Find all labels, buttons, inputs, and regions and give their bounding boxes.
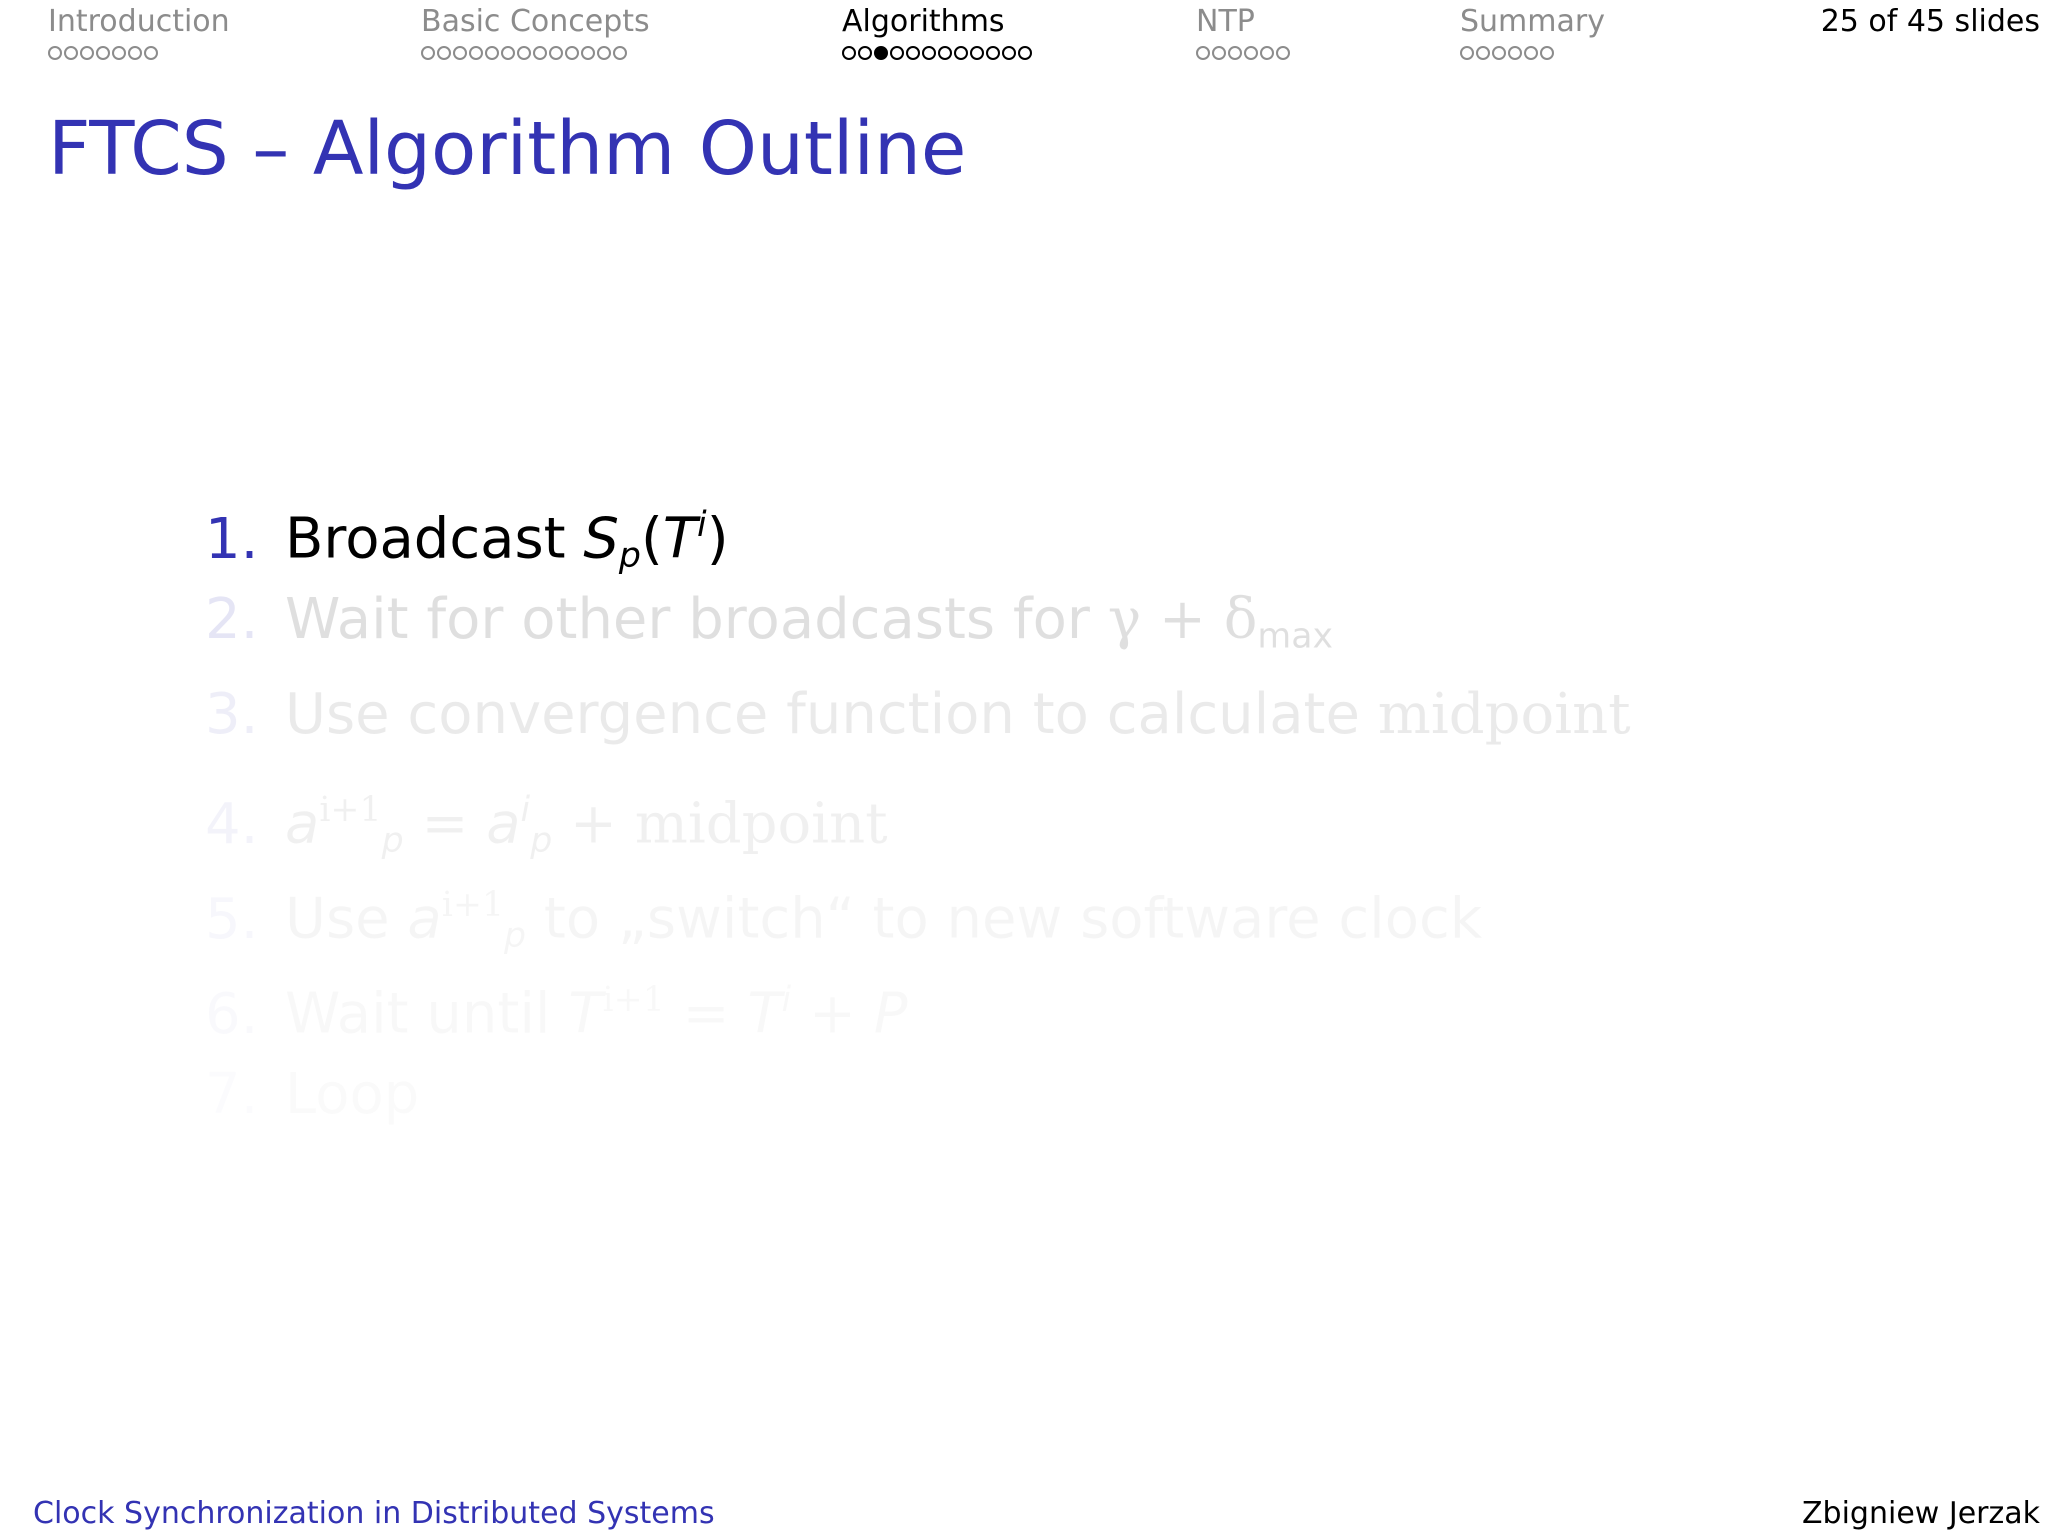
nav-dot[interactable] (80, 46, 94, 60)
step-fragment: Broadcast (285, 506, 584, 572)
step-fragment: ) (706, 506, 729, 572)
nav-dot[interactable] (938, 46, 952, 60)
nav-dot[interactable] (565, 46, 579, 60)
nav-dots (1196, 46, 1290, 60)
step-fragment: S (583, 506, 619, 572)
nav-dot[interactable] (128, 46, 142, 60)
step-fragment: Use convergence function to calculate (285, 682, 1378, 747)
nav-dot[interactable] (858, 46, 872, 60)
slide-title: FTCS – Algorithm Outline (48, 106, 967, 192)
step-number: 1. (205, 506, 259, 572)
nav-section-ntp[interactable] (1196, 4, 1290, 60)
nav-dot[interactable] (144, 46, 158, 60)
step-fragment: T (662, 506, 698, 572)
step-item (205, 1055, 1631, 1150)
nav-section-label[interactable]: Algorithms (842, 4, 1005, 39)
nav-dot[interactable] (1540, 46, 1554, 60)
algorithm-steps (205, 485, 1631, 1150)
step-fragment (747, 982, 781, 1047)
nav-dot[interactable] (501, 46, 515, 60)
step-number (205, 1055, 285, 1135)
step-fragment (442, 885, 504, 925)
step-number: 2. (205, 587, 259, 652)
slide-counter: 25 of 45 slides (1820, 4, 2040, 39)
nav-dot[interactable] (1476, 46, 1490, 60)
nav-dot[interactable] (64, 46, 78, 60)
nav-section-summary[interactable] (1460, 4, 1605, 60)
step-fragment (568, 982, 602, 1047)
step-fragment: a (486, 791, 521, 857)
nav-dot[interactable] (1196, 46, 1210, 60)
nav-dot[interactable] (517, 46, 531, 60)
nav-dot[interactable] (922, 46, 936, 60)
nav-dots (842, 46, 1032, 60)
nav-dot-current[interactable] (874, 46, 888, 60)
nav-dot[interactable] (549, 46, 563, 60)
nav-section-basic-concepts[interactable] (421, 4, 650, 60)
nav-dot[interactable] (421, 46, 435, 60)
step-fragment (285, 887, 407, 952)
step-fragment (407, 887, 441, 952)
nav-dot[interactable] (1460, 46, 1474, 60)
nav-dot[interactable] (842, 46, 856, 60)
step-text (285, 960, 908, 1055)
step-fragment: = (403, 791, 487, 857)
step-fragment: Wait for other broadcasts for (285, 587, 1108, 652)
step-fragment: a (285, 791, 320, 857)
step-item (205, 770, 1631, 865)
nav-dot[interactable] (906, 46, 920, 60)
step-fragment: i (520, 790, 531, 830)
step-fragment: i (697, 505, 707, 545)
nav-dot[interactable] (1276, 46, 1290, 60)
step-number (205, 975, 285, 1055)
nav-dot[interactable] (1228, 46, 1242, 60)
step-number: 3. (205, 682, 259, 747)
step-fragment (874, 982, 908, 1047)
nav-dots (421, 46, 650, 60)
nav-dot[interactable] (581, 46, 595, 60)
nav-dot[interactable] (533, 46, 547, 60)
nav-section-label[interactable]: NTP (1196, 4, 1255, 39)
nav-dot[interactable] (96, 46, 110, 60)
nav-dot[interactable] (1492, 46, 1506, 60)
nav-dots (1460, 46, 1605, 60)
step-fragment (782, 980, 792, 1020)
step-fragment (504, 916, 526, 956)
step-item (205, 865, 1631, 960)
nav-dot[interactable] (890, 46, 904, 60)
nav-section-introduction[interactable] (48, 4, 230, 60)
nav-dot[interactable] (437, 46, 451, 60)
step-number: 4. (205, 791, 259, 857)
footer-title[interactable]: Clock Synchronization in Distributed Systems (33, 1496, 715, 1531)
step-number (205, 880, 285, 960)
step-fragment: midpoint (1377, 682, 1631, 747)
step-fragment (285, 982, 568, 1047)
nav-dot[interactable] (1212, 46, 1226, 60)
nav-dot[interactable] (1524, 46, 1538, 60)
nav-dot[interactable] (613, 46, 627, 60)
step-fragment: max (1257, 616, 1334, 657)
nav-dots (48, 46, 230, 60)
step-text (285, 580, 1333, 677)
nav-dot[interactable] (597, 46, 611, 60)
nav-dot[interactable] (986, 46, 1000, 60)
step-fragment: γ + δ (1107, 587, 1258, 652)
step-fragment: p (381, 821, 404, 862)
nav-dot[interactable] (954, 46, 968, 60)
step-item (205, 675, 1631, 770)
step-item (205, 485, 1631, 580)
nav-dot[interactable] (1260, 46, 1274, 60)
nav-dot[interactable] (1508, 46, 1522, 60)
nav-dot[interactable] (469, 46, 483, 60)
nav-dot[interactable] (485, 46, 499, 60)
step-fragment: + midpoint (552, 791, 888, 857)
step-fragment: p (618, 536, 641, 577)
footer-author: Zbigniew Jerzak (1802, 1496, 2040, 1531)
nav-section-label[interactable]: Basic Concepts (421, 4, 650, 39)
nav-dot[interactable] (453, 46, 467, 60)
nav-dot[interactable] (1018, 46, 1032, 60)
step-fragment (285, 1062, 419, 1127)
step-fragment: p (530, 821, 553, 862)
nav-dot[interactable] (1002, 46, 1016, 60)
step-fragment (526, 887, 1482, 952)
nav-section-label[interactable]: Summary (1460, 4, 1605, 39)
step-item (205, 580, 1631, 675)
step-fragment (603, 980, 665, 1020)
step-fragment: i+1 (319, 790, 382, 830)
step-fragment: ( (640, 506, 663, 572)
nav-dot[interactable] (970, 46, 984, 60)
step-fragment (791, 982, 874, 1047)
step-item (205, 960, 1631, 1055)
step-text (285, 1055, 419, 1135)
nav-dot[interactable] (48, 46, 62, 60)
nav-section-algorithms[interactable] (842, 4, 1032, 60)
step-fragment (665, 982, 748, 1047)
step-text (285, 675, 1631, 755)
nav-dot[interactable] (112, 46, 126, 60)
nav-dot[interactable] (1244, 46, 1258, 60)
nav-section-label[interactable]: Introduction (48, 4, 230, 39)
